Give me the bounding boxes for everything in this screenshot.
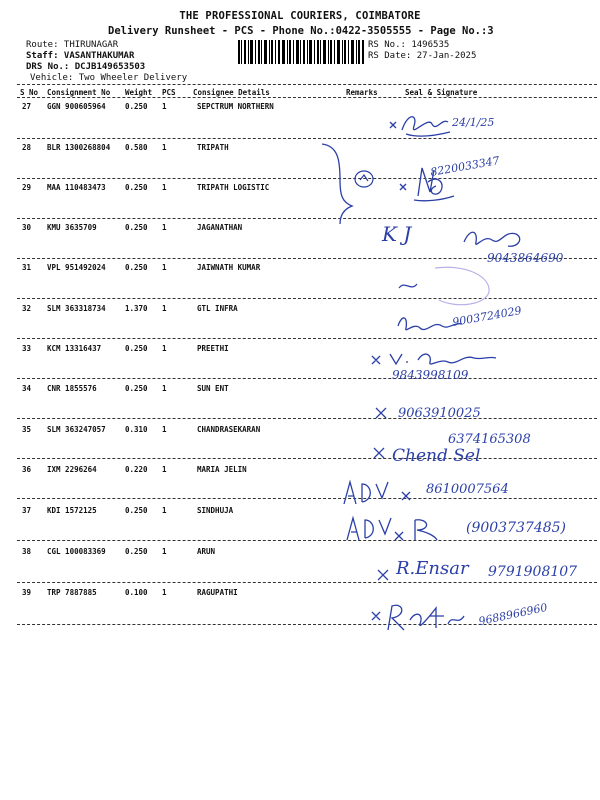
row-31-consignee: JAIWNATH KUMAR <box>197 263 261 272</box>
row-38-name: R.Ensar <box>396 558 469 579</box>
col-pcs: PCS <box>162 88 176 97</box>
row-30-pcs: 1 <box>162 223 167 232</box>
row-34-consignee: SUN ENT <box>197 384 229 393</box>
row-36-sno: 36 <box>22 465 32 474</box>
row-36-phone: 8610007564 <box>426 482 509 497</box>
row-30-name: K J <box>382 222 412 246</box>
row-28-weight: 0.580 <box>125 143 148 152</box>
row-31-phone: 9043864690 <box>487 251 564 265</box>
row-36-pcs: 1 <box>162 465 167 474</box>
row-37-consignee: SINDHUJA <box>197 506 234 515</box>
row-29-consignee: TRIPATH LOGISTIC <box>197 183 270 192</box>
row-28-pcs: 1 <box>162 143 167 152</box>
row-38-phone: 9791908107 <box>488 564 578 580</box>
rs-number: RS No.: 1496535 <box>368 40 450 50</box>
row-33-consignee: PREETHI <box>197 344 229 353</box>
cross-mark-row-38 <box>376 566 396 584</box>
row-37-consignment: KDI 1572125 <box>47 506 97 515</box>
rs-date: RS Date: 27-Jan-2025 <box>368 51 477 61</box>
row-28-consignee: TRIPATH <box>197 143 229 152</box>
vehicle-label: Vehicle: Two Wheeler Delivery <box>30 73 188 83</box>
col-weight: Weight <box>125 88 153 97</box>
cross-mark-row-34 <box>374 404 394 422</box>
row-35-pcs: 1 <box>162 425 167 434</box>
row-32-sno: 32 <box>22 304 32 313</box>
row-33-sno: 33 <box>22 344 32 353</box>
row-28-sno: 28 <box>22 143 32 152</box>
row-divider <box>17 178 597 179</box>
company-title: THE PROFESSIONAL COURIERS, COIMBATORE <box>179 10 421 22</box>
row-34-weight: 0.250 <box>125 384 148 393</box>
row-31-sno: 31 <box>22 263 32 272</box>
row-29-weight: 0.250 <box>125 183 148 192</box>
row-39-consignment: TRP 7887885 <box>47 588 97 597</box>
row-39-sno: 39 <box>22 588 32 597</box>
row-divider <box>17 218 597 219</box>
row-33-weight: 0.250 <box>125 344 148 353</box>
circled-mark <box>352 168 378 190</box>
row-35-weight: 0.310 <box>125 425 148 434</box>
row-28-consignment: BLR 1300268804 <box>47 143 111 152</box>
row-27-consignment: GGN 900605964 <box>47 102 106 111</box>
row-30-sno: 30 <box>22 223 32 232</box>
row-37-phone: (9003737485) <box>466 520 566 536</box>
row-29-phone: 8220033347 <box>429 154 501 179</box>
row-38-pcs: 1 <box>162 547 167 556</box>
row-32-pcs: 1 <box>162 304 167 313</box>
row-divider <box>17 624 597 625</box>
row-34-pcs: 1 <box>162 384 167 393</box>
drs-number: DRS No.: DCJB149653503 <box>26 62 146 72</box>
row-39-consignee: RAGUPATHI <box>197 588 238 597</box>
row-32-phone: 9003724029 <box>451 304 523 329</box>
staff-label: Staff: VASANTHAKUMAR <box>26 51 135 61</box>
row-35-consignment: SLM 363247057 <box>47 425 106 434</box>
route-label: Route: THIRUNAGAR <box>26 40 119 50</box>
row-30-consignee: JAGANATHAN <box>197 223 243 232</box>
row-39-weight: 0.100 <box>125 588 148 597</box>
row-divider <box>17 378 597 379</box>
col-consignee: Consignee Details <box>193 88 270 97</box>
row-29-consignment: MAA 110483473 <box>47 183 106 192</box>
signature-row-36 <box>342 476 432 510</box>
row-divider <box>17 498 597 499</box>
row-35-consignee: CHANDRASEKARAN <box>197 425 261 434</box>
row-30-consignment: KMU 3635709 <box>47 223 97 232</box>
row-34-sno: 34 <box>22 384 32 393</box>
row-31-pcs: 1 <box>162 263 167 272</box>
row-37-sno: 37 <box>22 506 32 515</box>
row-35-name: Chend Sel <box>392 446 481 466</box>
row-27-consignee: SEPCTRUM NORTHERN <box>197 102 274 111</box>
row-29-sno: 29 <box>22 183 32 192</box>
row-34-consignment: CNR 1855576 <box>47 384 97 393</box>
row-38-weight: 0.250 <box>125 547 148 556</box>
col-consignment: Consignment No <box>47 88 111 97</box>
row-31-consignment: VPL 951492024 <box>47 263 106 272</box>
row-divider <box>17 298 597 299</box>
row-33-pcs: 1 <box>162 344 167 353</box>
row-35-sno: 35 <box>22 425 32 434</box>
row-36-consignee: MARIA JELIN <box>197 465 247 474</box>
row-36-weight: 0.220 <box>125 465 148 474</box>
col-seal-signature: Seal & Signature <box>405 88 478 97</box>
row-38-consignee: ARUN <box>197 547 216 556</box>
row-27-sno: 27 <box>22 102 32 111</box>
row-33-phone: 9843998109 <box>392 368 469 382</box>
row-27-pcs: 1 <box>162 102 167 111</box>
header-top-rule <box>17 84 597 85</box>
row-32-weight: 1.370 <box>125 304 148 313</box>
signature-row-37 <box>345 510 445 546</box>
row-27-date: 24/1/25 <box>452 116 495 129</box>
row-39-pcs: 1 <box>162 588 167 597</box>
row-divider <box>17 540 597 541</box>
row-27-weight: 0.250 <box>125 102 148 111</box>
row-divider <box>17 582 597 583</box>
signature-row-39 <box>370 596 470 636</box>
row-38-sno: 38 <box>22 547 32 556</box>
col-sno: S No <box>20 88 39 97</box>
row-divider <box>17 138 597 139</box>
stamp-mark-row-31 <box>395 262 505 312</box>
col-remarks: Remarks <box>346 88 378 97</box>
row-36-consignment: IXM 2296264 <box>47 465 97 474</box>
row-33-consignment: KCM 13316437 <box>47 344 102 353</box>
signature-row-27 <box>388 108 458 144</box>
row-32-consignment: SLM 363318734 <box>47 304 106 313</box>
row-38-consignment: CGL 100083369 <box>47 547 106 556</box>
runsheet-subtitle: Delivery Runsheet - PCS - Phone No.:0422-3505555 - Page No.:3 <box>108 25 494 37</box>
row-39-phone: 9688966960 <box>477 600 549 629</box>
row-32-consignee: GTL INFRA <box>197 304 238 313</box>
barcode <box>238 40 364 64</box>
header-bottom-rule <box>17 97 597 98</box>
signature-row-30 <box>460 222 530 252</box>
row-37-weight: 0.250 <box>125 506 148 515</box>
row-31-weight: 0.250 <box>125 263 148 272</box>
row-29-pcs: 1 <box>162 183 167 192</box>
row-30-weight: 0.250 <box>125 223 148 232</box>
row-divider <box>17 458 597 459</box>
row-divider <box>17 418 597 419</box>
row-37-pcs: 1 <box>162 506 167 515</box>
row-divider <box>17 338 597 339</box>
row-34-phone: 9063910025 <box>398 406 481 421</box>
row-35-phone: 6374165308 <box>448 432 531 447</box>
